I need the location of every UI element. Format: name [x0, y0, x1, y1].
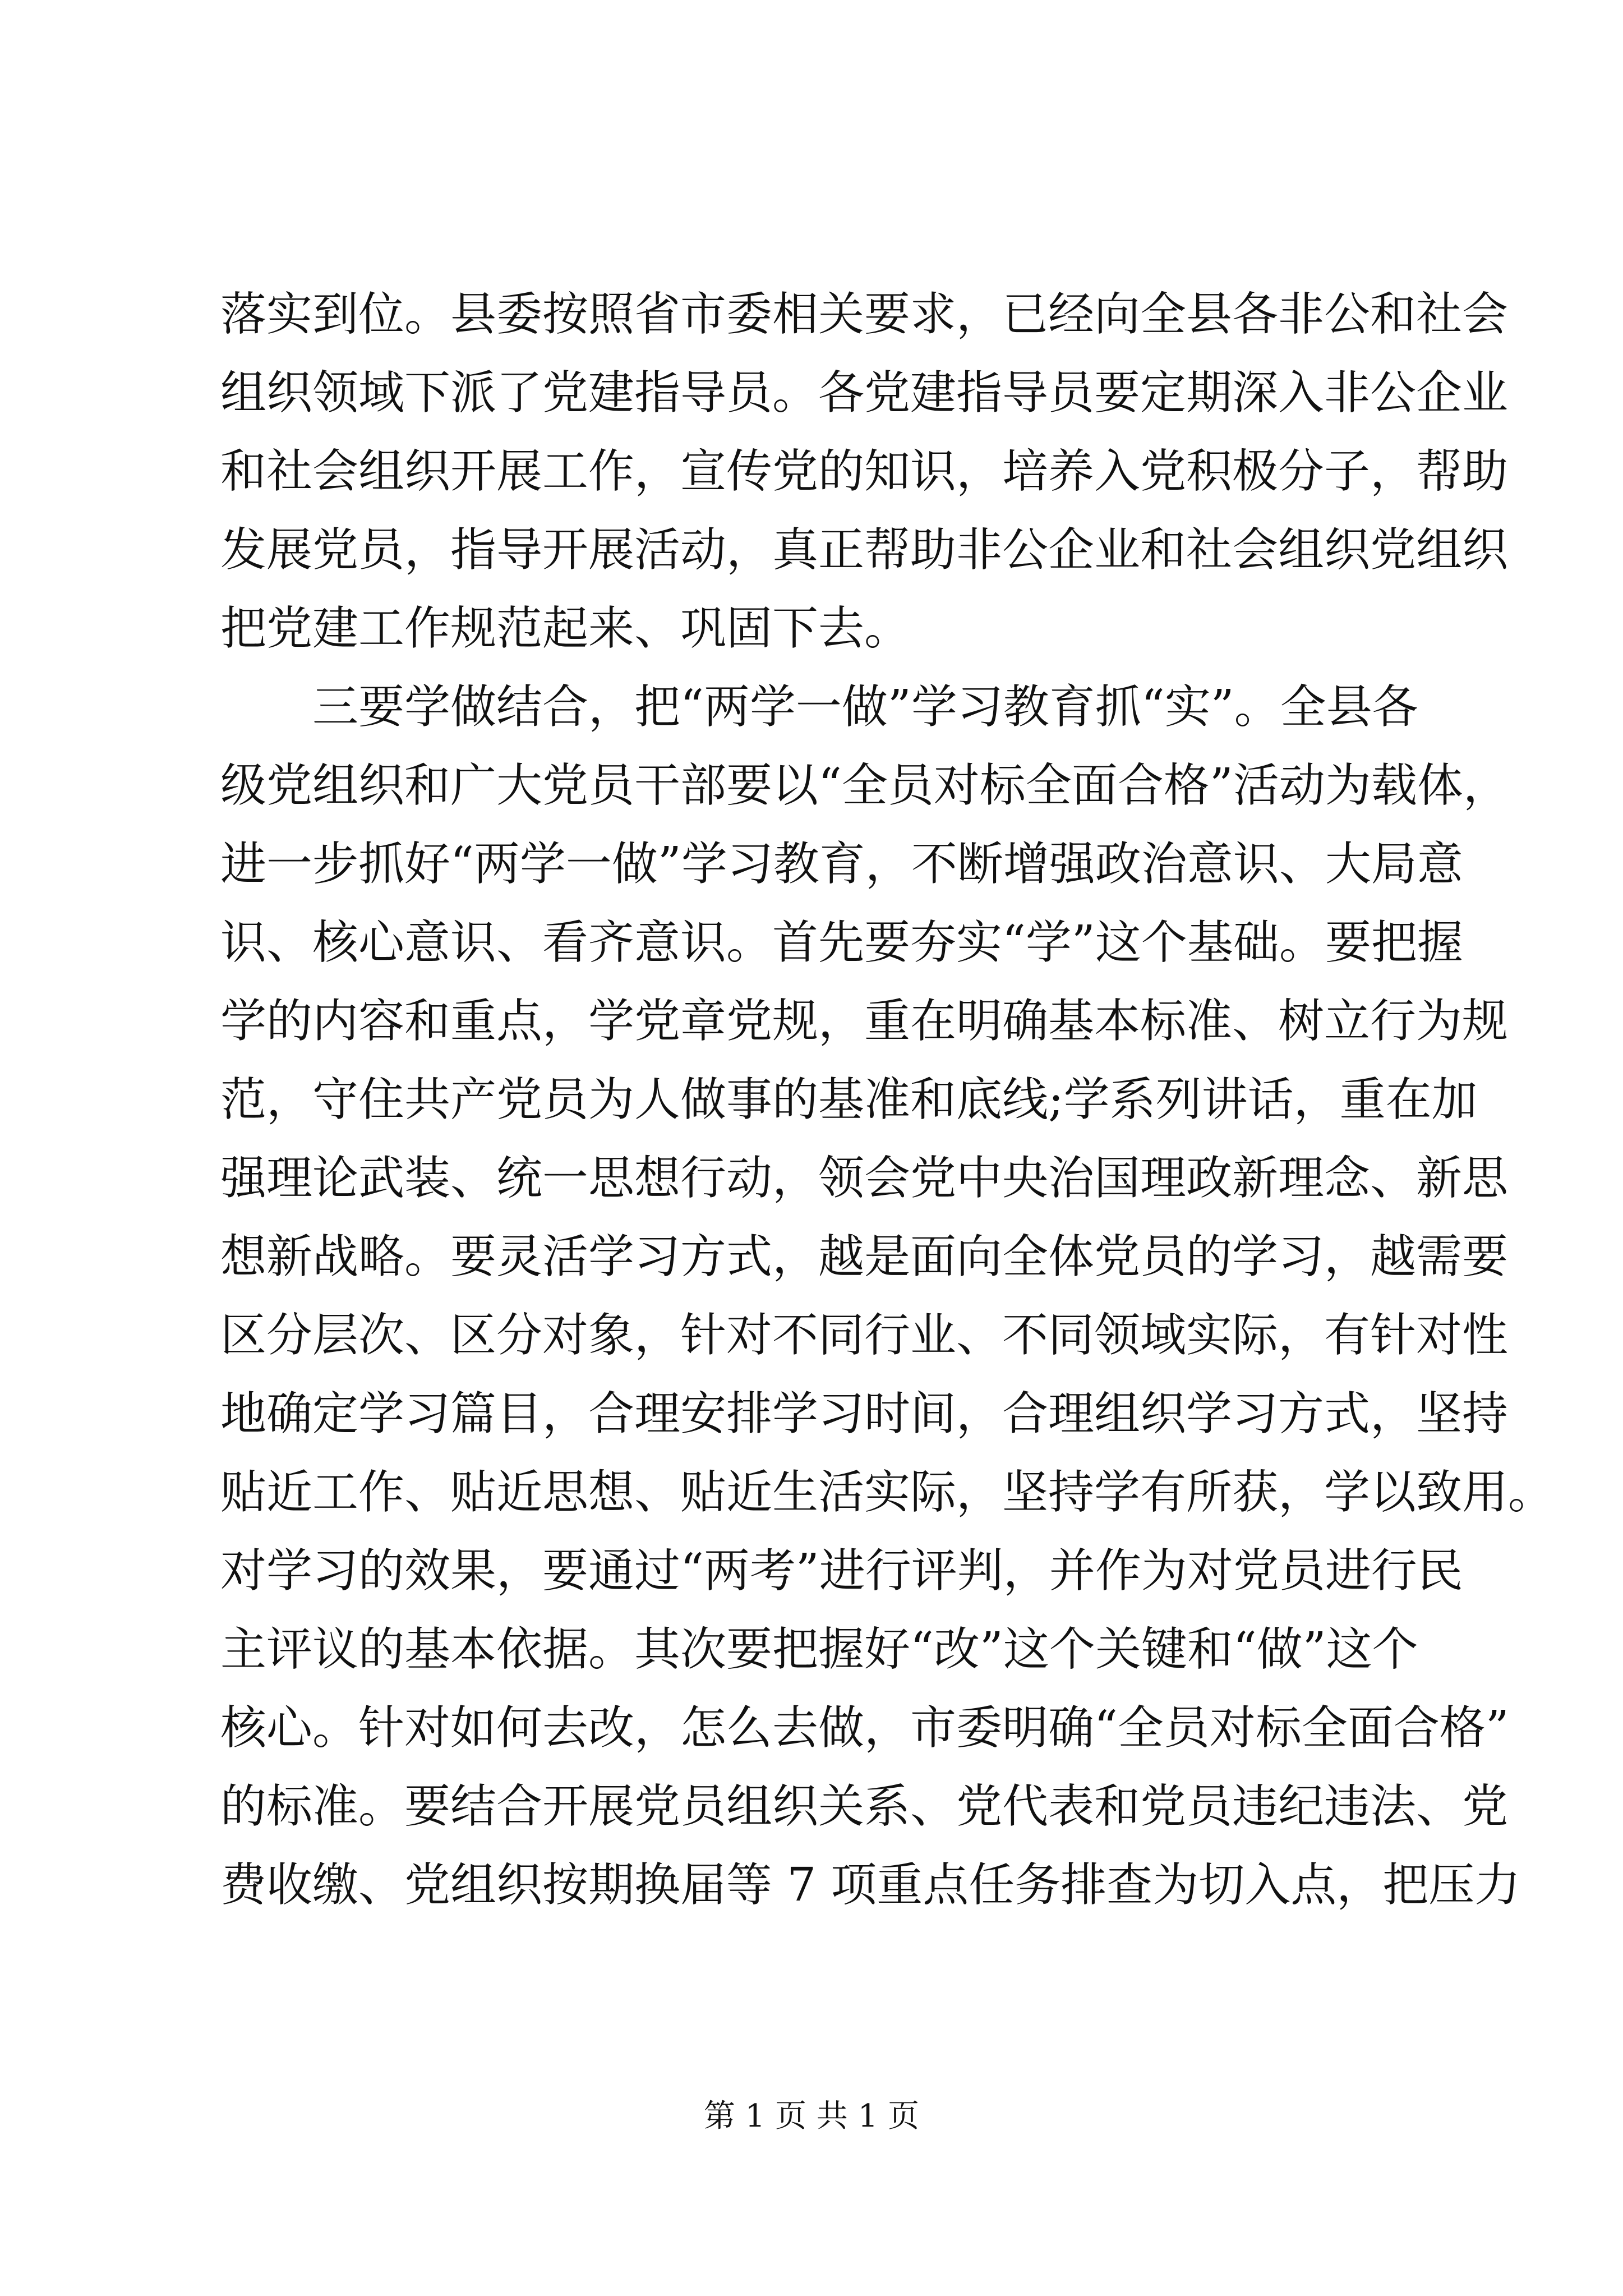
text-line: 落实到位。县委按照省市委相关要求，已经向全县各非公和社会 [220, 288, 1509, 341]
paragraph [220, 668, 1555, 1925]
text-line: 的标准。要结合开展党员组织关系、党代表和党员违纪违法、党 [220, 1780, 1509, 1833]
text-line: 对学习的效果，要通过“两考”进行评判，并作为对党员进行民 [220, 1544, 1463, 1598]
text-line: 学的内容和重点，学党章党规，重在明确基本标准、树立行为规 [220, 995, 1509, 1048]
text-line: 三要学做结合，把“两学一做”学习教育抓“实”。全县各 [312, 680, 1418, 734]
text-line: 费收缴、党组织按期换届等 7 项重点任务排查为切入点，把压力 [220, 1858, 1521, 1912]
text-line: 发展党员，指导开展活动，真正帮助非公企业和社会组织党组织 [220, 523, 1509, 577]
text-line: 想新战略。要灵活学习方式，越是面向全体党员的学习，越需要 [220, 1230, 1509, 1283]
text-line: 识、核心意识、看齐意识。首先要夯实“学”这个基础。要把握 [220, 916, 1463, 969]
text-line: 组织领域下派了党建指导员。各党建指导员要定期深入非公企业 [220, 366, 1509, 420]
text-line: 区分层次、区分对象，针对不同行业、不同领域实际，有针对性 [220, 1309, 1509, 1362]
text-line: 进一步抓好“两学一做”学习教育，不断增强政治意识、大局意 [220, 838, 1463, 891]
text-line: 贴近工作、贴近思想、贴近生活实际，坚持学有所获，学以致用。 [220, 1466, 1555, 1519]
paragraph [220, 275, 1509, 668]
page-number: 第 1 页 共 1 页 [703, 2098, 920, 2134]
document-body [220, 275, 1555, 1925]
text-line: 强理论武装、统一思想行动，领会党中央治国理政新理念、新思 [220, 1152, 1509, 1205]
text-line: 地确定学习篇目，合理安排学习时间，合理组织学习方式，坚持 [220, 1387, 1509, 1441]
text-line: 和社会组织开展工作，宣传党的知识，培养入党积极分子，帮助 [220, 445, 1509, 498]
text-line: 核心。针对如何去改，怎么去做，市委明确“全员对标全面合格” [220, 1701, 1509, 1755]
page-footer [0, 2097, 1623, 2136]
text-line: 把党建工作规范起来、巩固下去。 [220, 602, 911, 655]
text-line: 主评议的基本依据。其次要把握好“改”这个关键和“做”这个 [220, 1623, 1418, 1676]
text-line: 范，守住共产党员为人做事的基准和底线;学系列讲话，重在加 [220, 1073, 1478, 1126]
text-line: 级党组织和广大党员干部要以“全员对标全面合格”活动为载体， [220, 759, 1509, 812]
